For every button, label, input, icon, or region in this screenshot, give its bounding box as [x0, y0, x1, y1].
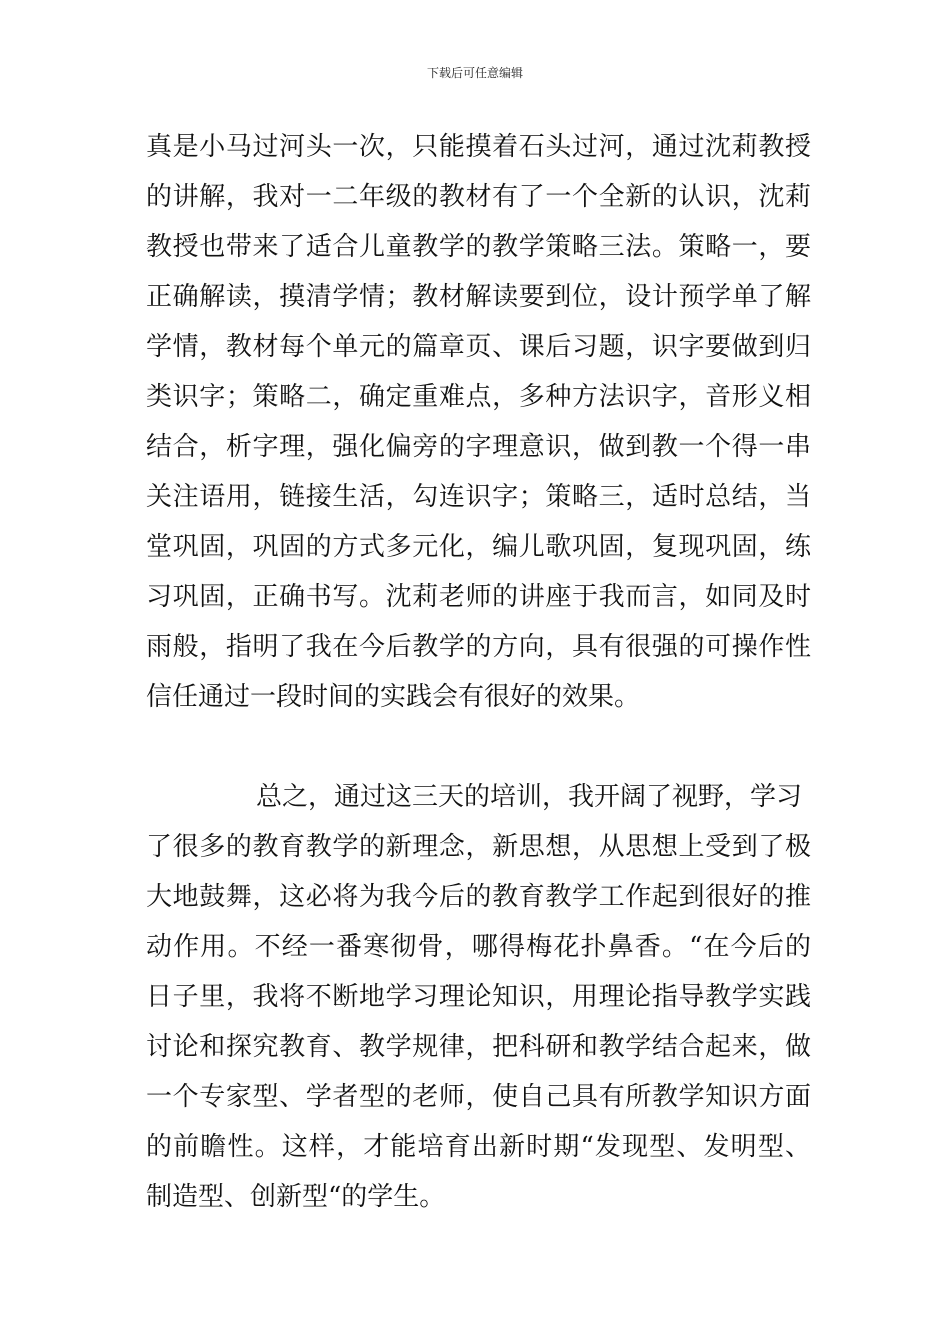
- text-line: 制造型、创新型“的学生。: [146, 1182, 446, 1212]
- text-line: 了很多的教育教学的新理念，新思想，从思想上受到了极: [146, 832, 811, 862]
- paragraph-strategies: [146, 122, 811, 722]
- page-header: 下载后可任意编辑: [426, 66, 523, 80]
- text-line: 动作用。不经一番寒彻骨，哪得梅花扑鼻香。“在今后的: [146, 932, 811, 962]
- paragraph-summary: [146, 772, 811, 1222]
- text-line: 真是小马过河头一次，只能摸着石头过河，通过沈莉教授: [146, 132, 811, 162]
- text-line: 一个专家型、学者型的老师，使自己具有所教学知识方面: [146, 1082, 811, 1112]
- text-line: 雨般，指明了我在今后教学的方向，具有很强的可操作性: [146, 632, 811, 662]
- text-line: 的前瞻性。这样，才能培育出新时期“发现型、发明型、: [146, 1132, 811, 1162]
- text-line: 关注语用，链接生活，勾连识字；策略三，适时总结，当: [146, 482, 811, 512]
- text-line: 总之，通过这三天的培训，我开阔了视野，学习: [256, 782, 803, 812]
- text-line: 大地鼓舞，这必将为我今后的教育教学工作起到很好的推: [146, 882, 811, 912]
- text-line: 结合，析字理，强化偏旁的字理意识，做到教一个得一串: [146, 432, 811, 462]
- text-line: 日子里，我将不断地学习理论知识，用理论指导教学实践: [146, 982, 811, 1012]
- text-line: 学情，教材每个单元的篇章页、课后习题，识字要做到归: [146, 332, 811, 362]
- text-line: 类识字；策略二，确定重难点，多种方法识字，音形义相: [146, 382, 811, 412]
- text-line: 教授也带来了适合儿童教学的教学策略三法。策略一，要: [146, 232, 811, 262]
- text-line: 信任通过一段时间的实践会有很好的效果。: [146, 682, 641, 712]
- text-line: 堂巩固，巩固的方式多元化，编儿歌巩固，复现巩固，练: [146, 532, 811, 562]
- text-line: 正确解读，摸清学情；教材解读要到位，设计预学单了解: [146, 282, 811, 312]
- text-line: 的讲解，我对一二年级的教材有了一个全新的认识，沈莉: [146, 182, 811, 212]
- text-line: 习巩固，正确书写。沈莉老师的讲座于我而言，如同及时: [146, 582, 811, 612]
- text-line: 讨论和探究教育、教学规律，把科研和教学结合起来，做: [146, 1032, 811, 1062]
